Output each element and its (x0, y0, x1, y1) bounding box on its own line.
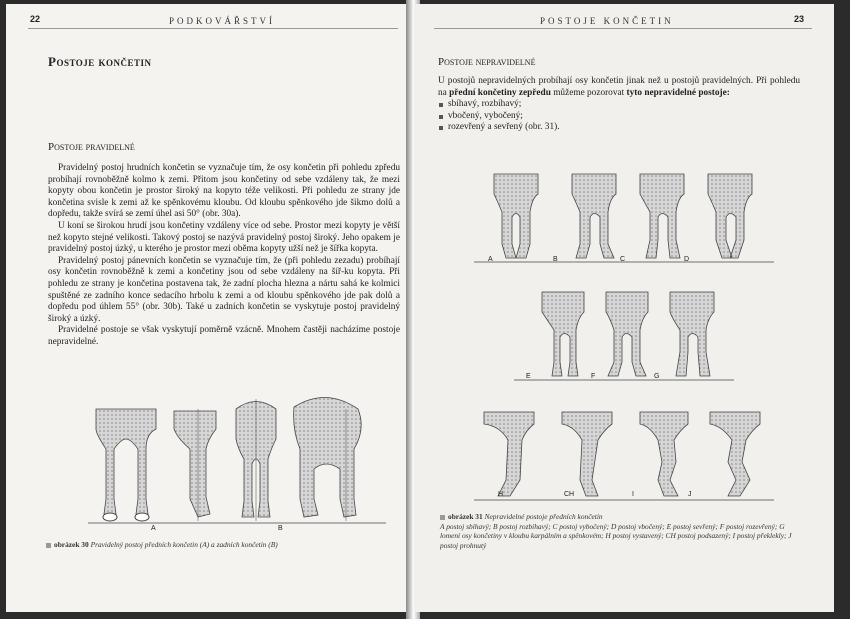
caption-number: obrázek 30 (54, 540, 89, 549)
section-title: Postoje nepravidelné (438, 56, 536, 68)
caption-marker (46, 543, 51, 548)
list-item: rozevřený a sevřený (obr. 31). (438, 122, 800, 134)
figure-label: F (591, 373, 596, 380)
figure-30-illustration (86, 389, 386, 534)
leg-pair-g (670, 292, 714, 376)
caption-text: Pravidelný postoj předních končetin (A) a zadních končetin (B) (90, 540, 278, 549)
leg-side-j (710, 412, 760, 496)
leg-pair-a (494, 174, 538, 258)
front-leg-side-view (174, 409, 216, 521)
paragraph: Pravidelný postoj pánevních končetin se vyznačuje tím, že (při pohledu zezadu) probíhají osy končetin rovnoběžně k zemi a končetiny jsou od sebe vzdáleny na šíř-ku kopyta. Při pohledu ze strany je končetina postavena tak, že zadní plocha hlezna a nártu sahá ke kolmici spuštěné ze zadního konce sedacího hrbolu k zemi a od kloubu spěnkového jde pak dolů a dopředu pod úhlem 55° (obr. 30b). Také u zadních končetin se vyskytuje postoj pravidelný široký a úzký. (48, 255, 400, 324)
list-item: vbočený, vybočený; (438, 111, 800, 123)
caption-number: obrázek 31 (448, 512, 483, 521)
running-header: POSTOJE KONČETIN (540, 16, 674, 26)
figure-label: C (620, 256, 626, 263)
figure-label: B (553, 256, 558, 263)
paragraph: Pravidelný postoj hrudních končetin se vyznačuje tím, že osy končetin při pohledu zpředu probíhají rovnoběžně kolmo k zemi. Přitom jsou končetiny od sebe vzdáleny tak, že mezi kopyty obou končetin je prostor široký na kopyto téže velikosti. Při pohledu ze strany jde končetina svisle k zemi až ke spěnkovému kloubu. Od kloubu spěnkového jde šikmo dolů a dopředu, takže svírá se zemí úhel asi 50° (obr. 30a). (48, 163, 400, 220)
figure-label: J (688, 491, 692, 498)
right-page (414, 4, 834, 612)
page-number: 23 (794, 14, 805, 24)
intro-bold: tyto nepravidelné postoje: (626, 87, 730, 98)
caption-marker (440, 515, 445, 520)
section-title: Postoje pravidelné (48, 141, 135, 153)
figure-31-illustration (474, 162, 794, 507)
figure-label: CH (564, 491, 575, 498)
paragraph: U koní se širokou hrudí jsou končetiny vzdáleny více od sebe. Prostor mezi kopyty je větší než kopyto stejné velikosti. Takový postoj se nazývá pravidelný postoj široký. Jeho opakem je pravidelný postoj úzký, u kterého je prostor mezi oběma kopyty užší než je šířka kopyta. (48, 220, 400, 255)
caption-text: A postoj sbíhavý; B postoj rozbíhavý; C postoj vybočený; D postoj vbočený; E postoj sevřený; F postoj rozevřený; G lomení osy končetiny v kloubu karpálním a spěnkovém; H postoj vystavený; CH postoj podsazený; I postoj překlekly; J postoj prohnutý (440, 521, 792, 550)
intro-text: U postojů nepravidelných probíhají osy končetin jinak než u postojů pravidelných. Při pohledu na (438, 76, 800, 98)
leg-side-h (484, 412, 534, 496)
figure-label: G (654, 373, 660, 380)
chapter-title: Postoje končetin (48, 54, 152, 69)
figure-label: E (526, 373, 531, 380)
figure-label: D (684, 256, 690, 263)
leg-pair-e (542, 292, 584, 376)
hind-legs-rear-view (236, 399, 276, 521)
figure-label: H (498, 491, 504, 498)
leg-pair-b (572, 174, 616, 258)
caption-title: Nepravidelné postoje předních končetin (484, 512, 603, 521)
leg-pair-f (606, 292, 648, 376)
figure-label: I (632, 491, 634, 498)
intro-text: můžeme pozorovat (553, 87, 625, 98)
front-legs-front-view (96, 409, 156, 521)
figure-label: A (151, 525, 156, 532)
page-number: 22 (30, 14, 41, 24)
leg-pair-d (708, 174, 752, 258)
leg-side-i (640, 412, 688, 496)
running-header: PODKOVÁŘSTVÍ (169, 16, 276, 26)
left-page (6, 4, 411, 612)
hind-leg-side-view (294, 397, 362, 521)
figure-30-caption (46, 540, 406, 550)
body-text (48, 163, 400, 349)
leg-side-ch (562, 412, 612, 496)
figure-31-caption (440, 512, 806, 550)
intro-bold: přední končetiny zepředu (449, 87, 551, 98)
paragraph (438, 76, 800, 99)
header-rule (28, 28, 398, 29)
list-item: sbíhavý, rozbíhavý; (438, 99, 800, 111)
header-rule (434, 28, 812, 29)
figure-label: A (488, 256, 493, 263)
figure-label: B (278, 525, 283, 532)
body-text (438, 76, 800, 134)
bullet-list (438, 99, 800, 134)
leg-pair-c (640, 174, 684, 258)
paragraph: Pravidelné postoje se však vyskytují poměrně vzácně. Mnohem častěji nacházíme postoje nepravidelné. (48, 325, 400, 347)
